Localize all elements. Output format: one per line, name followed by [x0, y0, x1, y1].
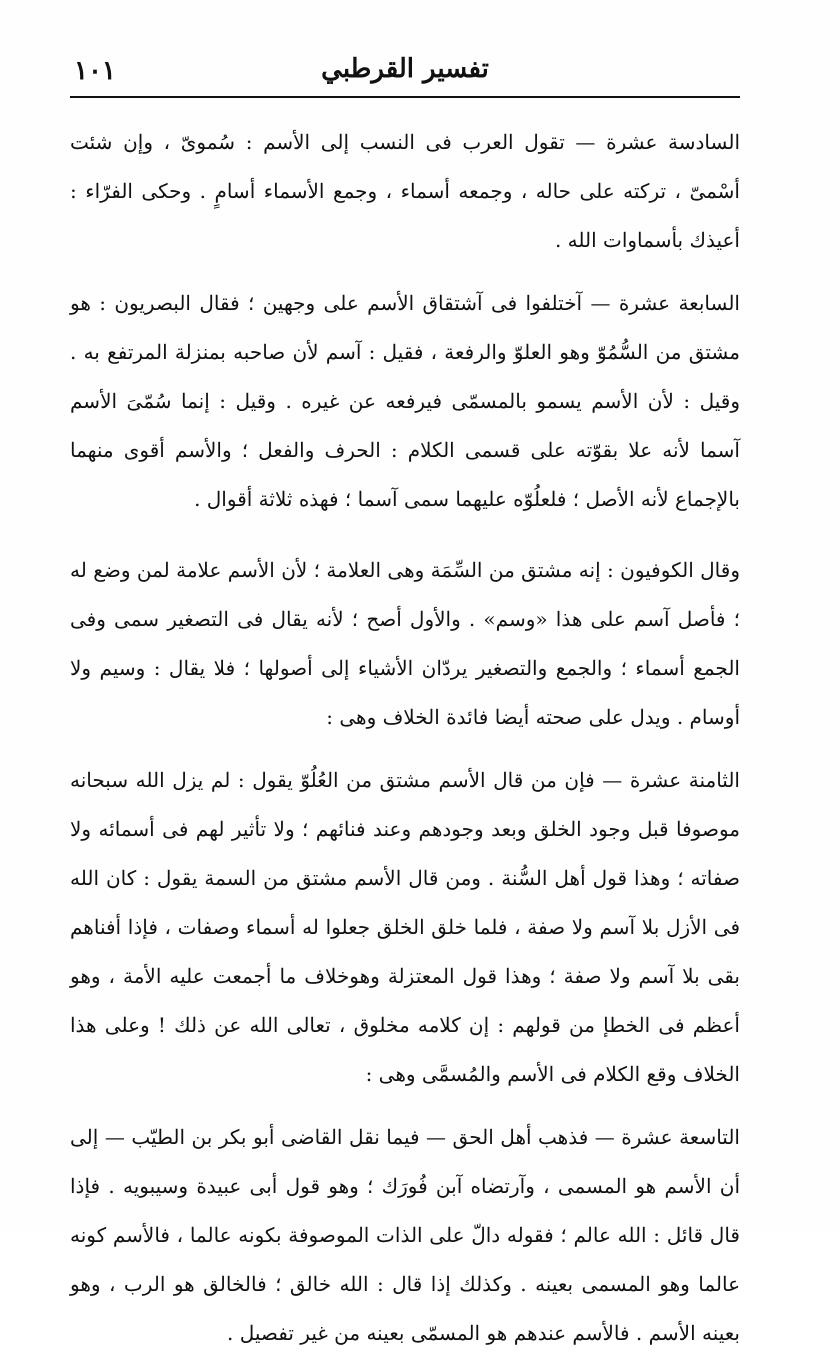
- paragraph-eighteenth: الثامنة عشرة — فإن من قال الأسم مشتق من العُلُوّ يقول : لم يزل الله سبحانه موصوفا قبل وجود الخلق وبعد وجودهم وعند فنائهم ؛ ولا تأثير لهم فى أسمائه ولا صفاته ؛ وهذا قول أهل السُّنة . ومن قال الأسم مشتق من السمة يقول : كان الله فى الأزل بلا آسم ولا صفة ، فلما خلق الخلق جعلوا له أسماء وصفات ، فإذا أفناهم بقى بلا آسم ولا صفة ؛ وهذا قول المعتزلة وهوخلاف ما أجمعت عليه الأمة ، وهو أعظم فى الخطإ من قولهم : إن كلامه مخلوق ، تعالى الله عن ذلك ! وعلى هذا الخلاف وقع الكلام فى الأسم والمُسمَّى وهى :: [70, 768, 740, 1086]
- paragraph-nineteenth: التاسعة عشرة — فذهب أهل الحق — فيما نقل القاضى أبو بكر بن الطيّب — إلى أن الأسم هو المسمى ، وآرتضاه آبن فُورَك ؛ وهو قول أبى عبيدة وسيبويه . فإذا قال قائل : الله عالم ؛ فقوله دالّ على الذات الموصوفة بكونه عالما ، فالأسم كونه عالما وهو المسمى بعينه . وكذلك إذا قال : الله خالق ؛ فالخالق هو الرب ، وهو بعينه الأسم . فالأسم عندهم هو المسمّى بعينه من غير تفصيل .: [70, 1125, 740, 1345]
- paragraph-seventeenth: السابعة عشرة — آختلفوا فى آشتقاق الأسم على وجهين ؛ فقال البصريون : هو مشتق من السُّمُوّ وهو العلوّ والرفعة ، فقيل : آسم لأن صاحبه بمنزلة المرتفع به . وقيل : لأن الأسم يسمو بالمسمّى فيرفعه عن غيره . وقيل : إنما سُمّىَ الأسم آسما لأنه علا بقوّته على قسمى الكلام : الحرف والفعل ؛ والأسم أقوى منهما بالإجماع لأنه الأصل ؛ فلعلُوّه عليهما سمى آسما ؛ فهذه ثلاثة أقوال .: [70, 291, 740, 511]
- paragraph-sixteenth: السادسة عشرة — تقول العرب فى النسب إلى الأسم : سُموىّ ، وإن شئت أسْمىّ ، تركته على حاله ، وجمعه أسماء ، وجمع الأسماء أسامٍ . وحكى الفرّاء : أعيذك بأسماوات الله .: [70, 130, 740, 252]
- page-header: [70, 52, 740, 98]
- page-number: ١٠١: [74, 56, 116, 86]
- paragraph-kufans: وقال الكوفيون : إنه مشتق من السِّمَة وهى العلامة ؛ لأن الأسم علامة لمن وضع له ؛ فأصل آسم على هذا «وسم» . والأول أصح ؛ لأنه يقال فى التصغير سمى وفى الجمع أسماء ؛ والجمع والتصغير يردّان الأشياء إلى أصولها ؛ فلا يقال : وسيم ولا أوسام . ويدل على صحته أيضا فائدة الخلاف وهى :: [70, 558, 740, 729]
- running-title: تفسير القرطبي: [321, 54, 489, 84]
- page-body: [70, 118, 740, 1358]
